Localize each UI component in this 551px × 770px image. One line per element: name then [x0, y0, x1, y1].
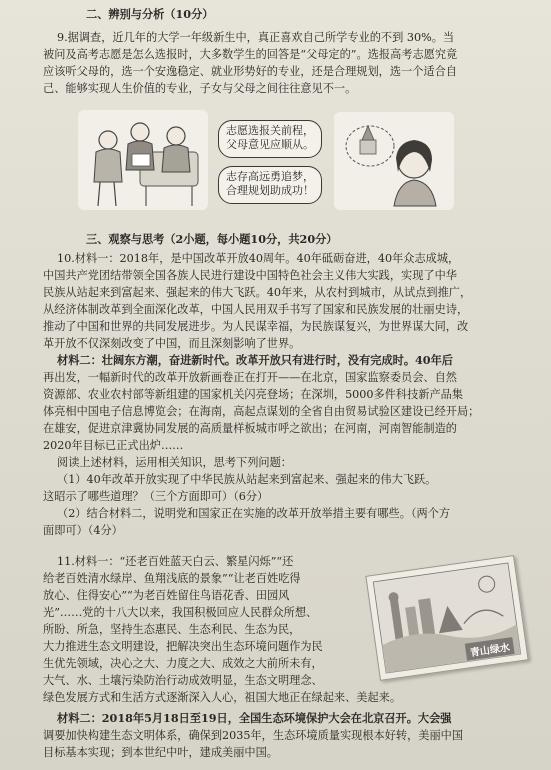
family-drawing: [78, 110, 208, 210]
q10-line-12: 2020年目标已正式出炉……: [43, 439, 184, 452]
q9-line-2: 被问及高考志愿是怎么选报时，大多数学生的回答是“父母定的”。选报高考志愿究竟: [43, 48, 458, 61]
bubble1-line-2: 父母意见应顺从。: [226, 138, 314, 151]
q10-line-6: 革开放不仅深刻改变了中国，而且深刻影响了世界。: [43, 337, 301, 350]
q9-line-1: 9.据调查，近几年的大学一年级新生中，真正喜欢自己所学专业的不到 30%。当: [57, 31, 455, 44]
student-drawing: [334, 112, 454, 210]
q10-line-13: 阅读上述材料，运用相关知识，思考下列问题：: [57, 456, 292, 469]
parent-speech-bubble: [218, 120, 322, 158]
q11-line-4: 光”……党的十八大以来，我国积极回应人民群众所想、: [43, 606, 318, 619]
scenery-postcard: [365, 555, 528, 681]
family-illustration: [78, 110, 208, 210]
q10-line-17: 面即可）（4分）: [43, 524, 123, 537]
postcard-drawing: [366, 556, 527, 680]
section3-heading: 三、观察与思考（2小题，每小题10分，共20分）: [86, 232, 338, 246]
q11-line-7: 生优先领域，决心之大、力度之大、成效之大前所未有，: [43, 657, 323, 670]
q10-line-3: 民族从站起来到富起来、强起来的伟大飞跃。40年来，从农村到城市，从试点到推广，: [43, 286, 472, 299]
q11-line-6: 大力推进生态文明建设，把解决突出生态环境问题作为民: [43, 640, 323, 653]
q10-line-15: 这昭示了哪些道理？（三个方面即可）（6分）: [43, 490, 269, 503]
q10-line-2: 中国共产党团结带领全国各族人民进行建设中国特色社会主义伟大实践，实现了中华: [43, 269, 457, 282]
bubble1-line-1: 志愿选报关前程，: [226, 124, 314, 137]
student-speech-bubble: [218, 166, 322, 204]
q11-line-9: 绿色发展方式和生活方式逐渐深入人心，祖国大地正在绿起来、美起来。: [43, 691, 402, 704]
q11-line-11: 调要加快构建生态文明体系，确保到2035年，生态环境质量实现根本好转，美丽中国: [43, 729, 464, 742]
q11-line-12: 目标基本实现；到本世纪中叶，建成美丽中国。: [43, 746, 278, 759]
q10-line-10: 体亮相中国电子信息博览会；在海南，高起点谋划的全省自由贸易试验区建设已经开局；: [43, 405, 480, 418]
q10-line-14: （1）40年改革开放实现了中华民族从站起来到富起来、强起来的伟大飞跃。: [57, 473, 437, 486]
q11-line-8: 大气、水、土壤污染防治行动成效明显，生态文明理念、: [43, 674, 323, 687]
q9-line-3: 应该听父母的，选一个安逸稳定、就业形势好的专业，还是合理规划，选一个适合自: [43, 65, 457, 78]
q10-line-4: 从经济体制改革到全面深化改革，中国人民用双手书写了国家和民族发展的壮丽史诗，: [43, 303, 469, 316]
bubble2-line-2: 合理规划助成功！: [226, 184, 314, 197]
q10-line-9: 资源部、农业农村部等新组建的国家机关闪亮登场；在深圳，5000多件科技新产品集: [43, 388, 464, 401]
q11-line-1: 11.材料一：“还老百姓蓝天白云、繁星闪烁”“还: [57, 555, 294, 568]
q10-line-7: 材料二：壮阔东方潮，奋进新时代。改革开放只有进行时，没有完成时。40年后: [57, 353, 453, 367]
student-illustration: [334, 112, 454, 210]
q10-line-16: （2）结合材料二，说明党和国家正在实施的改革开放举措主要有哪些。（两个方: [57, 507, 451, 520]
postcard-label: 青山绿水: [465, 637, 515, 661]
bubble2-line-1: 志存高远勇追梦，: [226, 170, 314, 183]
q10-line-1: 10.材料一：2018年，是中国改革开放40周年。40年砥砺奋进，40年众志成城，: [57, 252, 460, 265]
q11-line-5: 所盼、所急，坚持生态惠民、生态利民、生态为民，: [43, 623, 301, 636]
q11-line-10: 材料二：2018年5月18日至19日，全国生态环境保护大会在北京召开。大会强: [57, 711, 452, 725]
q11-line-2: 给老百姓清水绿岸、鱼翔浅底的景象”“让老百姓吃得: [43, 572, 301, 585]
section2-heading: 二、辨别与分析（10分）: [86, 7, 214, 21]
q10-line-11: 在雄安，促进京津冀协同发展的高质量样板城市呼之欲出；在河南，河南智能制造的: [43, 422, 457, 435]
q10-line-8: 再出发，一幅新时代的改革开放新画卷正在打开——在北京，国家监察委员会、自然: [43, 371, 457, 384]
q11-line-3: 放心、住得安心”“为老百姓留住鸟语花香、田园风: [43, 589, 290, 602]
q9-line-4: 己、能够实现人生价值的专业，子女与父母之间往往意见不一。: [43, 82, 357, 95]
q10-line-5: 推动了中国和世界的共同发展进步。为人民谋幸福，为民族谋复兴，为世界谋大同，改: [43, 320, 469, 333]
